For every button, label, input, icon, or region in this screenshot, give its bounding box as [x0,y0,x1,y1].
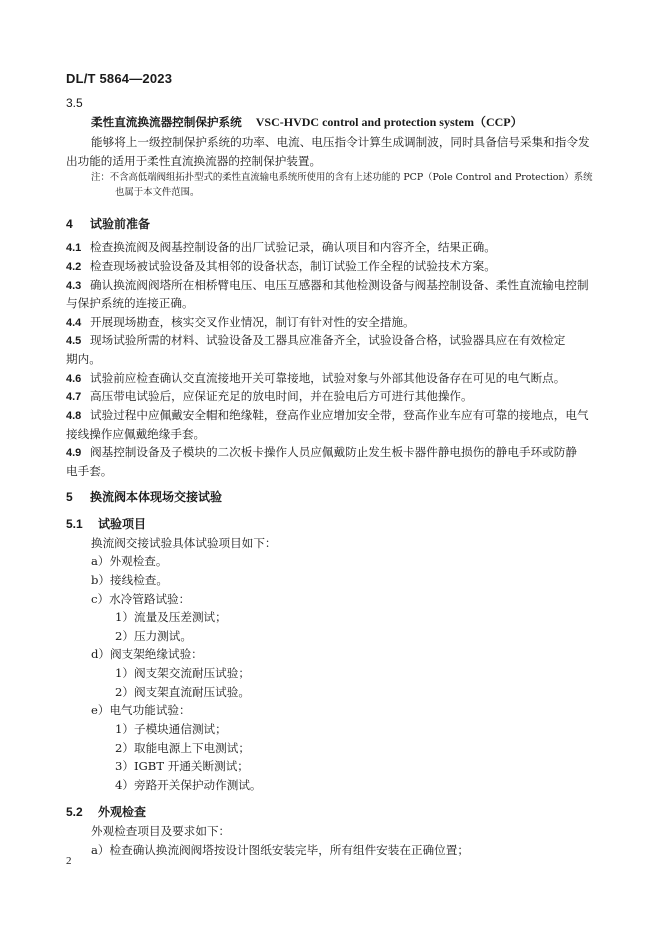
list-item-e-1: 1）子模块通信测试； [115,722,227,736]
list-item-c: c）水冷管路试验： [91,592,191,606]
term-name-cn: 柔性直流换流器控制保护系统 [91,115,242,129]
clause-4-6: 4.6 试验前应检查确认交直流接地开关可靠接地，试验对象与外部其他设备存在可见的电气断点。 [66,371,566,385]
term-definition-line-2: 出功能的适用于柔性直流换流器的控制保护装置。 [66,154,322,168]
list-item-a: a）外观检查。 [91,554,168,568]
section-5-number: 5 [66,490,73,504]
subsection-5-1-heading: 5.1 试验项目 [66,517,147,531]
subsection-5-2-intro: 外观检查项目及要求如下： [91,824,231,838]
list-item-e-4: 4）旁路开关保护动作测试。 [115,778,262,792]
section-4-heading [66,215,150,232]
section-4-title: 试验前准备 [90,217,151,231]
clause-4-8: 4.8 试验过程中应佩戴安全帽和绝缘鞋，登高作业应增加安全带，登高作业车应有可靠的接地点，电气 [66,408,589,422]
page-number: 2 [66,855,72,867]
section-5-heading [66,488,222,505]
clause-4-3: 4.3 确认换流阀阀塔所在相桥臂电压、电压互感器和其他检测设备与阀基控制设备、柔性直流输电控制 [66,278,589,292]
term-note-line-2: 也属于本文件范围。 [115,187,200,198]
list-item-e-3: 3）IGBT 开通关断测试； [115,759,249,773]
list-item-e: e）电气功能试验： [91,703,191,717]
section-4-number: 4 [66,217,73,231]
clause-4-9: 4.9 阀基控制设备及子模块的二次板卡操作人员应佩戴防止发生板卡器件静电损伤的静电手环或防静 [66,445,577,459]
clause-4-4: 4.4 开展现场勘查，核实交叉作业情况，制订有针对性的安全措施。 [66,315,415,329]
term-definition-line-1: 能够将上一级控制保护系统的功率、电流、电压指令计算生成调制波，同时具备信号采集和指令发 [91,135,590,149]
list-item-c-1: 1）流量及压差测试； [115,610,227,624]
term-note-line-1: 注：不含高低端阀组拓扑型式的柔性直流输电系统所使用的含有上述功能的 PCP（Pole Control and Protection）系统 [91,172,593,183]
list-item-5-2-a: a）检查确认换流阀阀塔按设计图纸安装完毕，所有组件安装在正确位置； [91,843,469,857]
term-title [91,113,523,130]
clause-4-3-cont: 与保护系统的连接正确。 [66,296,194,310]
subsection-5-1-intro: 换流阀交接试验具体试验项目如下： [91,536,277,550]
list-item-d-1: 1）阀支架交流耐压试验； [115,666,250,680]
clause-4-5-cont: 期内。 [66,352,101,366]
document-id-header: DL/T 5864—2023 [66,71,173,86]
list-item-d: d）阀支架绝缘试验： [91,647,203,661]
term-name-en: VSC-HVDC control and protection system（CCP） [255,115,523,129]
list-item-b: b）接线检查。 [91,573,168,587]
clause-4-9-cont: 电手套。 [66,464,113,478]
clause-4-8-cont: 接线操作应佩戴绝缘手套。 [66,427,206,441]
clause-4-1: 4.1 检查换流阀及阀基控制设备的出厂试验记录，确认项目和内容齐全，结果正确。 [66,240,496,254]
list-item-e-2: 2）取能电源上下电测试； [115,741,250,755]
clause-4-7: 4.7 高压带电试验后，应保证充足的放电时间，并在验电后方可进行其他操作。 [66,389,473,403]
subsection-5-2-heading: 5.2 外观检查 [66,805,147,819]
clause-4-5: 4.5 现场试验所需的材料、试验设备及工器具应准备齐全，试验设备合格，试验器具应在有效检定 [66,333,566,347]
term-number: 3.5 [66,96,83,110]
list-item-c-2: 2）压力测试。 [115,629,192,643]
section-5-title: 换流阀本体现场交接试验 [90,490,223,504]
list-item-d-2: 2）阀支架直流耐压试验。 [115,685,250,699]
clause-4-2: 4.2 检查现场被试验设备及其相邻的设备状态，制订试验工作全程的试验技术方案。 [66,259,496,273]
